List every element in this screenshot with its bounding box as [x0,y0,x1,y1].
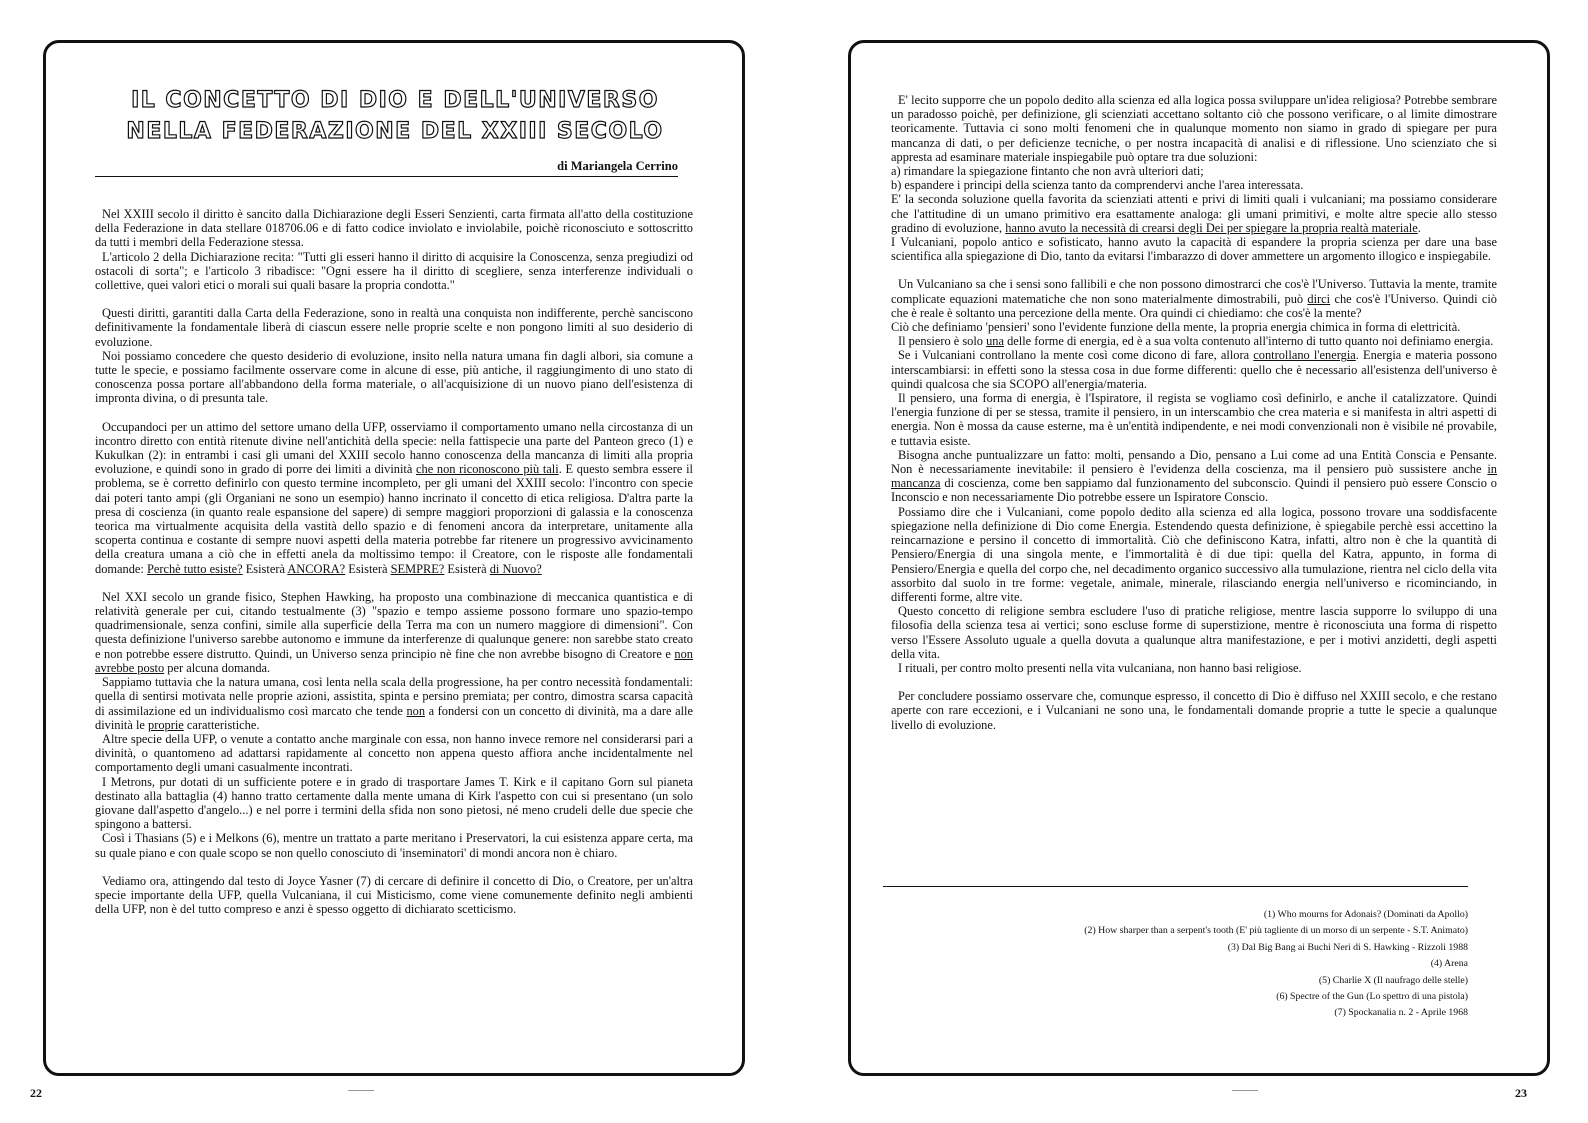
paragraph: I rituali, per contro molto presenti nella vita vulcaniana, non hanno basi religiose. [898,660,1302,675]
paragraph: Questo concetto di religione sembra escludere l'uso di pratiche religiose, mentre lascia supporre lo sviluppo di una filosofia della scienza tesa ai vertici; sono escluse forme di superstizione, mentre è riconosciuta una forma di rispetto verso l'Essere Assoluto uguale a quella dovuta a qualunque altra manifestazione, e per i motivi anzidetti, degli aspetti della vita. [891,604,1497,661]
list-item: a) rimandare la spiegazione fintanto che non avrà ulteriori dati; [891,164,1204,179]
footnotes [883,907,1468,1022]
page-tick-mark [1232,1090,1258,1091]
paragraph: Se i Vulcaniani controllano la mente così come dicono di fare, allora controllano l'energia. Energia e materia possono interscambiarsi: in effetti sono la stessa cosa in due forme differenti: quello che è necessario all'esistenza dell'universo è quindi qualcosa che sia SCOPO all'energia/materia. [891,348,1497,391]
paragraph: Occupandoci per un attimo del settore umano della UFP, osserviamo il comportamento umano nella circostanza di un incontro diretto con entità ritenute divine nell'antichità della specie: nella fattispecie una parte del Panteon greco (1) e Kukulkan (2): in entrambi i casi gli umani del XXIII secolo hanno conoscenza della mancanza di limiti alla propria evoluzione, e quindi sono in grado di porre dei limiti a divinità che non riconoscono più tali. E questo sembra essere il problema, se è corretto definirlo con questo termine incompleto, per gli umani del XXIII secolo: l'incontro con specie dai poteri tanto ampi (gli Organiani ne sono un esempio) hanno incrinato il concetto di etica religiosa. D'altra parte la presa di coscienza (in quanto reale espansione del sapere) di sempre maggiori proporzioni di galassia e la conoscenza teorica ma virtualmente acquisita della vastità dello spazio e di fenomeni ancora da interpretare, unitamente alla scoperta continua e costante di sempre nuovi aspetti della materia potrebbe far ritenere un progressivo avvicinamento della creatura umana a ciò che in effetti anela da moltissimo tempo: il Creatore, con le risposte alle fondamentali domande: Perchè tutto esiste? Esisterà ANCORA? Esisterà SEMPRE? Esisterà di Nuovo? [95,419,693,576]
paragraph: I Metrons, pur dotati di un sufficiente potere e in grado di trasportare James T. Kirk e il capitano Gorn sul pianeta destinato alla battaglia (4) hanno tratto certamente dalla mente umana di Kirk l'aspetto con cui si presentano (un solo giovane dall'aspetto d'angelo...) e nel porre i termini della sfida non sono pietosi, né meno crudeli delle due specie che spingono a battersi. [95,774,693,832]
paragraph: Possiamo dire che i Vulcaniani, come popolo dedito alla scienza ed alla logica, possono trovare una soddisfacente spiegazione nella definizione di Dio come Energia. Estendendo questa definizione, è spiegabile perchè essi accettino la reincarnazione e persino il concetto di immortalità. Ciò che definiscono Katra, infatti, altro non è che la quantità di Pensiero/Energia di una singola mente, e l'immortalità è di due tipi: quella del Katra, appunto, in forma di Pensiero/Energia e quella del corpo che, nel decadimento organico successivo alla tumulazione, rientra nel ciclo della vita assorbito dal suolo in tre forme: vegetale, animale, minerale, rilasciando energia nell'universo e ricominciando, in differenti forme, altre vite. [891,504,1497,604]
underlined-phrase: hanno avuto la necessità di crearsi degli Dei per spiegare la propria realtà materiale [1005,220,1418,235]
paragraph: Noi possiamo concedere che questo desiderio di evoluzione, insito nella natura umana fin dagli albori, sia comune a tutte le specie, e possiamo facilmente osservare come in alcune di esse, più antiche, il raggiungimento di uno stato di conoscenza possa portare all'abbandono della forma materiale, o all'acquisizione di un nuovo piano dell'esistenza di impronta divina, o di presunta tale. [95,348,693,406]
paragraph: Il pensiero è solo una delle forme di energia, ed è a sua volta contenuto all'interno di tutto quanto noi definiamo energia. [898,334,1494,349]
list-item: b) espandere i principi della scienza tanto da comprendervi anche l'area interessata. [891,178,1304,193]
page-tick-mark [348,1090,374,1091]
footnote: (7) Spockanalia n. 2 - Aprile 1968 [1334,1007,1468,1019]
paragraph: Questi diritti, garantiti dalla Carta della Federazione, sono in realtà una conquista non indifferente, perchè sanciscono definitivamente la fondamentale liberà di ciascun essere nelle proprie scelte e non pongono limiti al suo desiderio di evoluzione. [95,306,693,349]
underlined-word: non [406,703,426,718]
underlined-question: di Nuovo? [489,561,542,576]
paragraph: Vediamo ora, attingendo dal testo di Joyce Yasner (7) di cercare di definire il concetto di Dio, o Creatore, per un'altra specie importante della UFP, quella Vulcaniana, il cui Misticismo, come viene comunemente definito negli ambienti della UFP, non è del tutto compreso e anzi è spesso oggetto di dichiarato scetticismo. [95,873,693,917]
footnote: (4) Arena [1430,958,1468,970]
right-column-text [891,93,1497,732]
underlined-question: SEMPRE? [390,561,445,576]
underlined-word: dirci [1307,291,1331,306]
underlined-question: ANCORA? [287,561,346,576]
underlined-word: una [986,334,1004,349]
footnote: (2) How sharper than a serpent's tooth (E' più tagliente di un morso di un serpente - S.T. Animato) [1084,925,1468,937]
paragraph: Altre specie della UFP, o venute a contatto anche marginale con essa, non hanno invece remore nel considerarsi pari a divinità, o quantomeno ad adattarsi rapidamente al concetto non appena questo affiora anche incidentalmente nel comportamento degli umani casualmente incontrati. [95,731,693,775]
left-column-text [95,207,693,916]
page-number-right: 23 [1515,1086,1527,1100]
title-line-2: NELLA FEDERAZIONE DEL XXIII SECOLO [126,119,664,144]
paragraph: Per concludere possiamo osservare che, comunque espresso, il concetto di Dio è diffuso nel XXIII secolo, e che restano aperte con rare eccezioni, e i Vulcaniani ne sono una, le fondamentali domande proprie a tutte le specie a qualunque livello di evoluzione. [891,689,1497,732]
footnote: (3) Dal Big Bang ai Buchi Neri di S. Hawking - Rizzoli 1988 [1227,941,1468,953]
underlined-phrase: controllano l'energia [1253,348,1356,363]
paragraph: Il pensiero, una forma di energia, è l'Ispiratore, il regista se vogliamo così definirlo, e anche il catalizzatore. Quindi l'energia funzione di per se stessa, tramite il pensiero, in un interscambio che crea materia e si manifesta in altri aspetti di energia. Non è mossa da cause esterne, ma è un'entità indipendente, e nei modi convenzionali non è visibile né provabile, e tuttavia esiste. [891,391,1497,448]
underlined-phrase: non avrebbe posto [95,646,693,675]
underlined-phrase: che non riconoscono più tali [416,462,559,477]
paragraph: Nel XXI secolo un grande fisico, Stephen Hawking, ha proposto una combinazione di meccanica quantistica e di relatività generale per cui, citando testualmente (3) "spazio e tempo assieme possono formare uno spazio-tempo quadrimensionale, senza confini, simile alla superficie della Terra ma con un numero maggiore di dimensioni". Con questa definizione l'universo sarebbe autonomo e immune da interferenze di qualunque genere: non sarebbe stato creato e non potrebbe essere distrutto. Quindi, un Universo senza principio nè fine che non avrebbe bisogno di Creatore e non avrebbe posto per alcuna domanda. [95,589,693,675]
footnote: (6) Spectre of the Gun (Lo spettro di una pistola) [1276,991,1468,1003]
page-number-left: 22 [30,1086,42,1100]
article-title [105,85,685,147]
underlined-phrase: in mancanza [891,462,1497,491]
paragraph: Un Vulcaniano sa che i sensi sono fallibili e che non possono dimostrarci che cos'è l'Universo. Tuttavia la mente, tramite complicate equazioni matematiche che non sono materialmente dimostrabili, può dirci che cos'è l'Universo. Quindi ciò che è reale è soltanto una percezione della mente. Ora quindi ci chiediamo: che cos'è la mente? [891,277,1497,320]
paragraph: Così i Thasians (5) e i Melkons (6), mentre un trattato a parte meritano i Preservatori, la cui esistenza appare certa, ma su quale piano e con quale scopo se non quello conosciuto di 'inseminatori' di mondi ancora non è chiaro. [95,831,693,860]
paragraph: I Vulcaniani, popolo antico e sofisticato, hanno avuto la capacità di espandere la propria scienza per dare una base scientifica alla spiegazione di Dio, tanto da evitarsi l'imbarazzo di dover ammettere un argomento illogico e inspiegabile. [891,235,1497,264]
underlined-word: proprie [148,717,184,732]
footnote: (1) Who mourns for Adonais? (Dominati da Apollo) [1263,909,1468,920]
title-line-1: IL CONCETTO DI DIO E DELL'UNIVERSO [131,88,659,113]
paragraph: Ciò che definiamo 'pensieri' sono l'evidente funzione della mente, la propria energia chimica in forma di elettricità. [891,320,1461,335]
paragraph: L'articolo 2 della Dichiarazione recita: "Tutti gli esseri hanno il diritto di acquisire la Conoscenza, senza pregiudizi od ostacoli di sorta"; e l'articolo 3 ribadisce: "Ogni essere ha il diritto di scegliere, senza interferenze individuali o collettive, quei valori etici o morali sui quali basare la propria condotta." [95,249,693,293]
paragraph: Sappiamo tuttavia che la natura umana, così lenta nella scala della progressione, ha per contro necessità fondamentali: quella di sentirsi motivata nelle proprie azioni, assistita, spinta e persino premiata; per contro, dimostra scarsa capacità di assimilazione ed un individualismo così marcato che tende non a fondersi con un concetto di divinità, ma a dare alle divinità le proprie caratteristiche. [95,675,694,732]
paragraph: Nel XXIII secolo il diritto è sancito dalla Dichiarazione degli Esseri Senzienti, carta firmata all'atto della costituzione della Federazione in data stellare 018706.06 e di fatto codice inviolato e inviolabile, poichè riconosciuto e sottoscritto da tutti i membri della Federazione stessa. [95,207,693,250]
author-byline: di Mariangela Cerrino [95,158,678,177]
footnote: (5) Charlie X (Il naufrago delle stelle) [1318,974,1468,986]
footnote-divider [883,886,1468,887]
paragraph: E' la seconda soluzione quella favorita da scienziati attenti e privi di limiti quali i vulcaniani; ma possiamo considerare che l'attitudine di un umano primitivo era esattamente analoga: gli umani primitivi, e molte altre specie allo stesso gradino di evoluzione, hanno avuto la necessità di crearsi degli Dei per spiegare la propria realtà materiale. [891,192,1497,235]
paragraph: Bisogna anche puntualizzare un fatto: molti, pensando a Dio, pensano a Lui come ad una Entità Conscia e Pensante. Non è necessariamente inevitabile: il pensiero è l'evidenza della coscienza, ma il pensiero può sussistere anche in mancanza di coscienza, come ben sappiamo dal funzionamento del subconscio. Quindi il pensiero può essere Conscio o Inconscio e non necessariamente Dio potrebbe essere un Ispiratore Conscio. [891,447,1497,505]
paragraph: E' lecito supporre che un popolo dedito alla scienza ed alla logica possa sviluppare un'idea religiosa? Potrebbe sembrare un paradosso poichè, per definizione, gli scienziati accettano soltanto ciò che possono verificare, o al limite dimostrare teoricamente. Tuttavia ci sono molti fenomeni che in qualunque momento non siamo in grado di spiegare per pura mancanza di dati, o per deficienze tecniche, o per nostra incapacità di analisi e di riflessione. Uno scienziato che si appresta ad esaminare materiale inspiegabile può optare tra due soluzioni: [891,93,1497,164]
underlined-question: Perchè tutto esiste? [146,561,243,576]
